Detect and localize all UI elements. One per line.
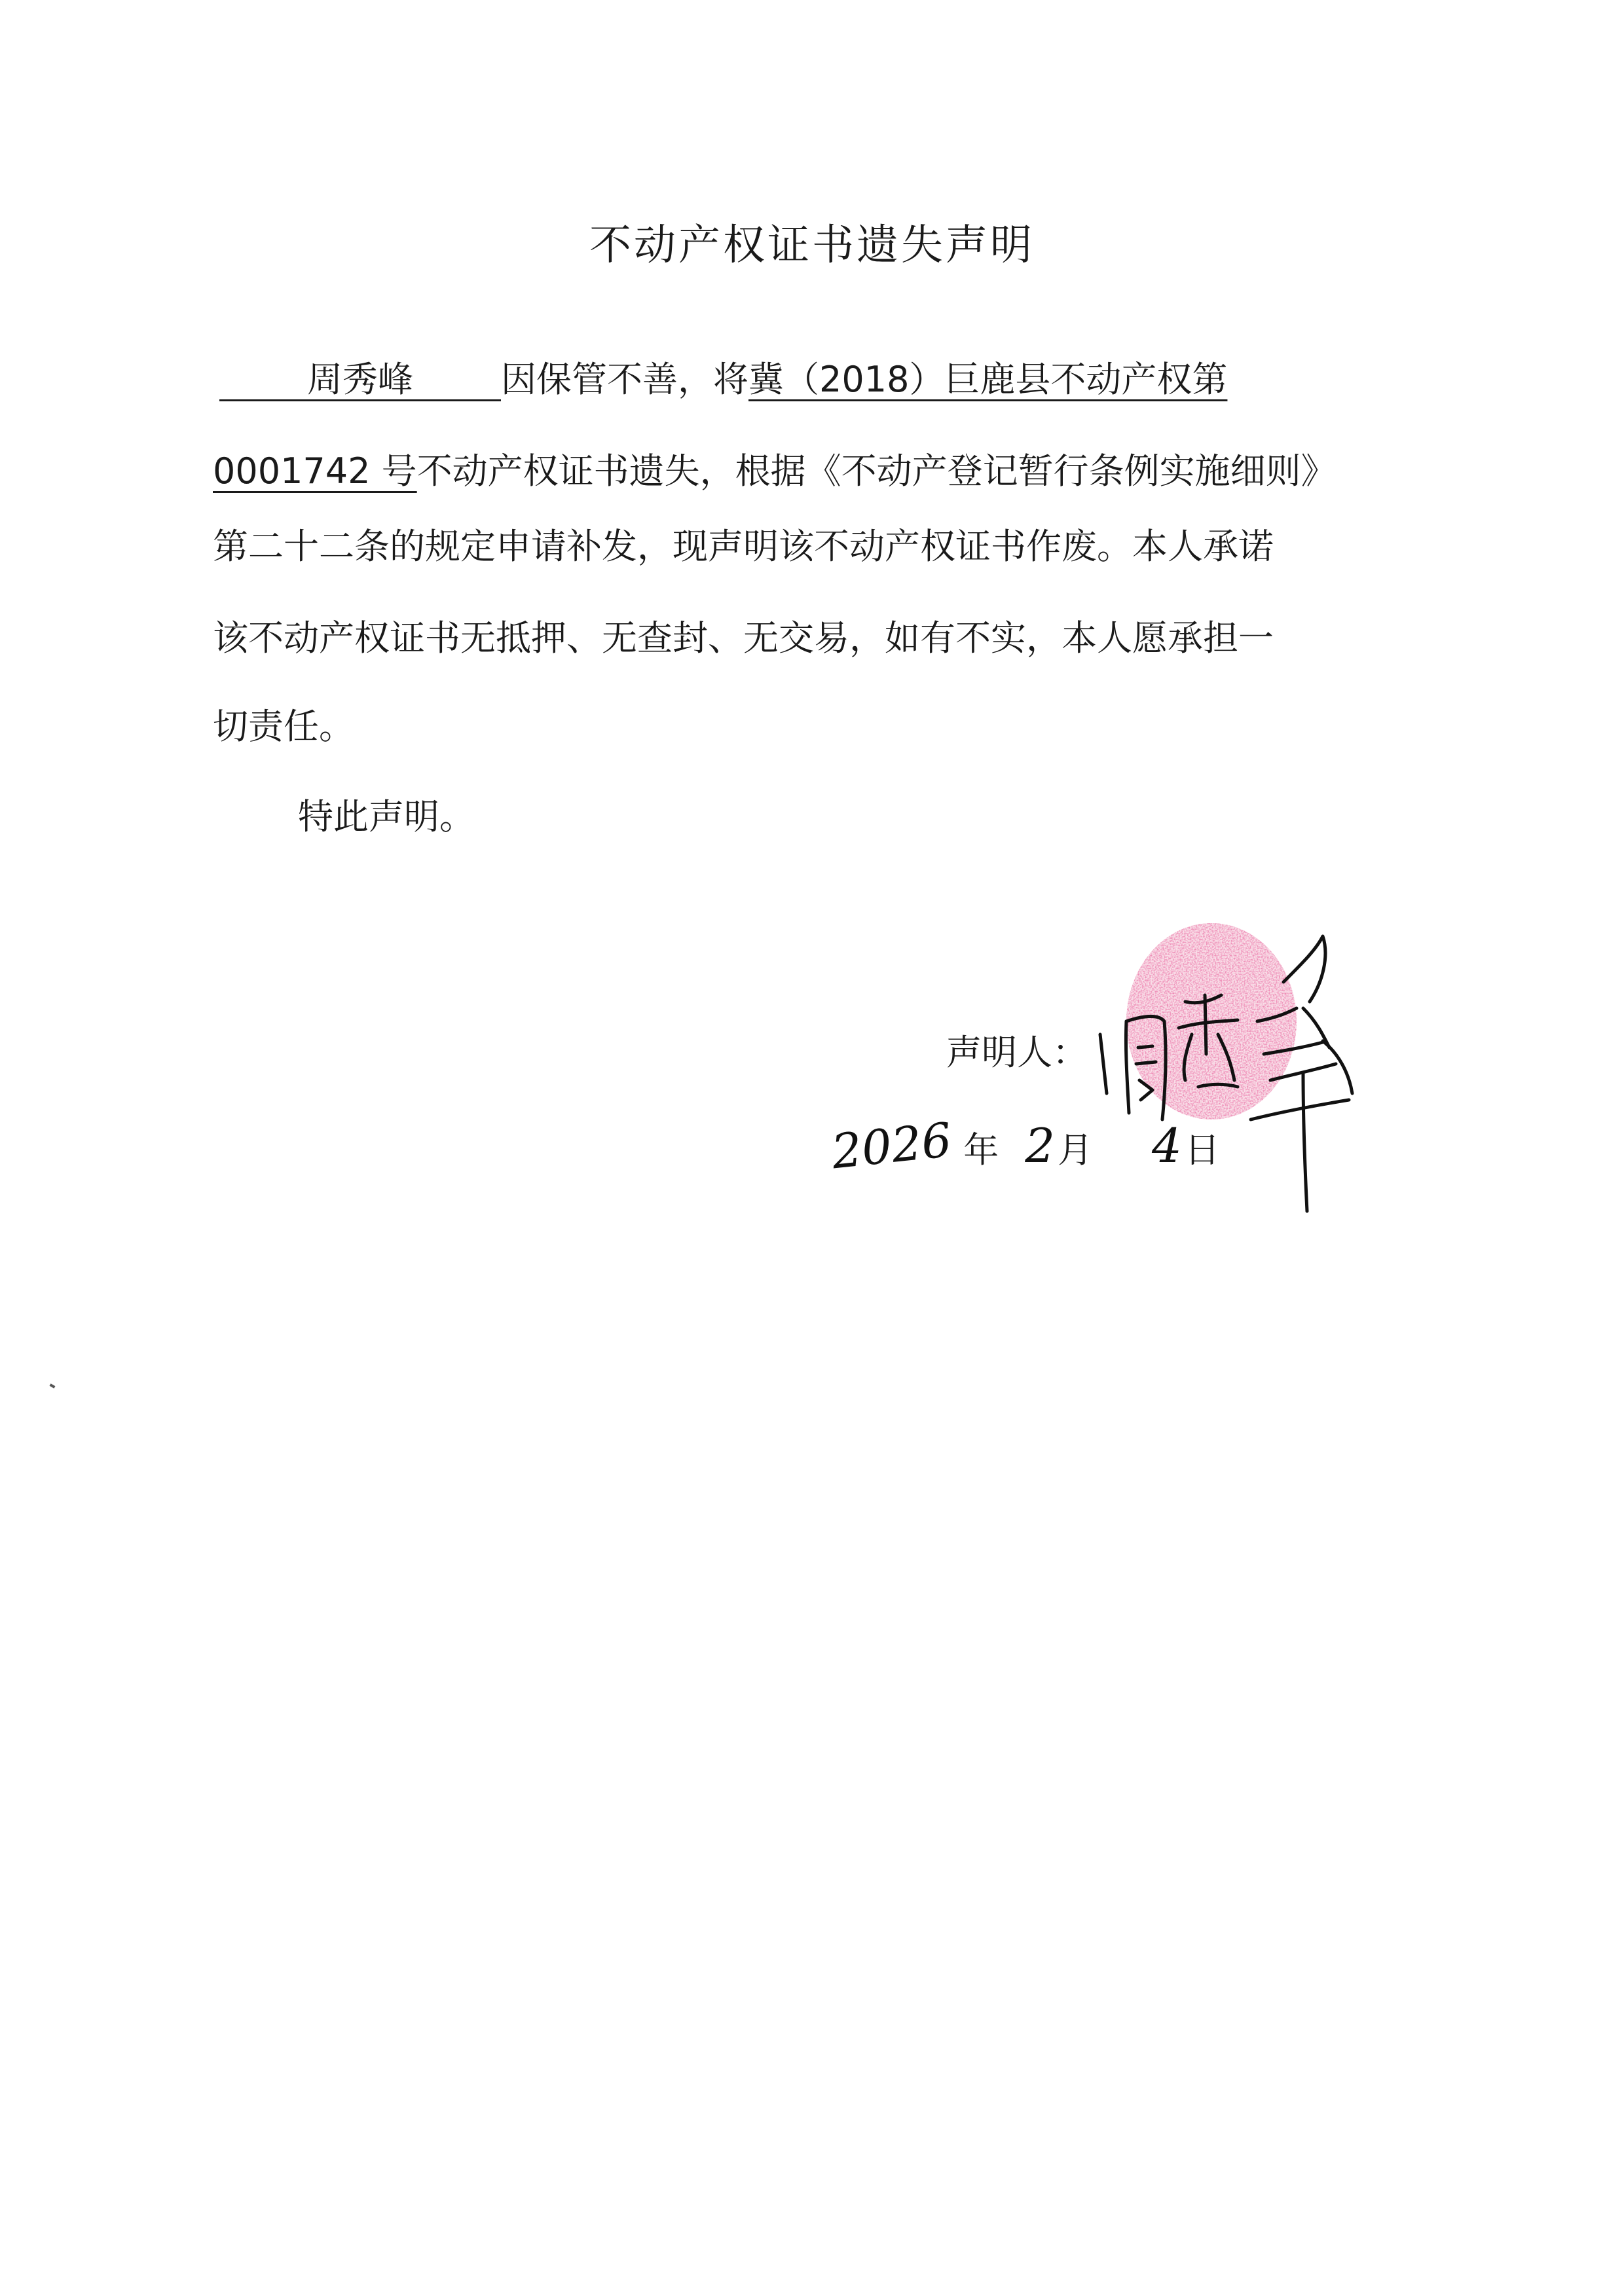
paragraph-line-2 xyxy=(213,452,1365,491)
closing-statement: 特此声明。 xyxy=(298,796,475,837)
date-month-unit: 月 xyxy=(1058,1129,1094,1171)
date-day-unit: 日 xyxy=(1184,1129,1220,1171)
declarant-name-field: 周秀峰 xyxy=(219,360,501,401)
paragraph-line-1 xyxy=(219,360,1372,401)
certificate-number: 0001742 号 xyxy=(213,450,417,492)
paragraph-line-5: 切责任。 xyxy=(213,706,354,747)
date-year-handwritten: 2026 xyxy=(829,1112,955,1180)
paragraph-text: 不动产权证书遗失，根据《不动产登记暂行条例实施细则》 xyxy=(416,450,1337,492)
certificate-prefix: 冀（2018）巨鹿县不动产权第 xyxy=(748,359,1228,400)
date-month-handwritten: 2 xyxy=(1025,1118,1056,1173)
document-title: 不动产权证书遗失声明 xyxy=(589,221,1035,270)
paragraph-text: 因保管不善，将 xyxy=(501,359,748,400)
paragraph-line-4: 该不动产权证书无抵押、无查封、无交易，如有不实，本人愿承担一 xyxy=(213,617,1274,659)
declarant-label: 声明人： xyxy=(946,1032,1088,1073)
declaration-date xyxy=(829,1112,1220,1180)
date-year-unit: 年 xyxy=(963,1129,999,1171)
paragraph-line-3: 第二十二条的规定申请补发，现声明该不动产权证书作废。本人承诺 xyxy=(213,526,1274,567)
scan-speck xyxy=(50,1383,56,1388)
date-day-handwritten: 4 xyxy=(1152,1118,1182,1173)
